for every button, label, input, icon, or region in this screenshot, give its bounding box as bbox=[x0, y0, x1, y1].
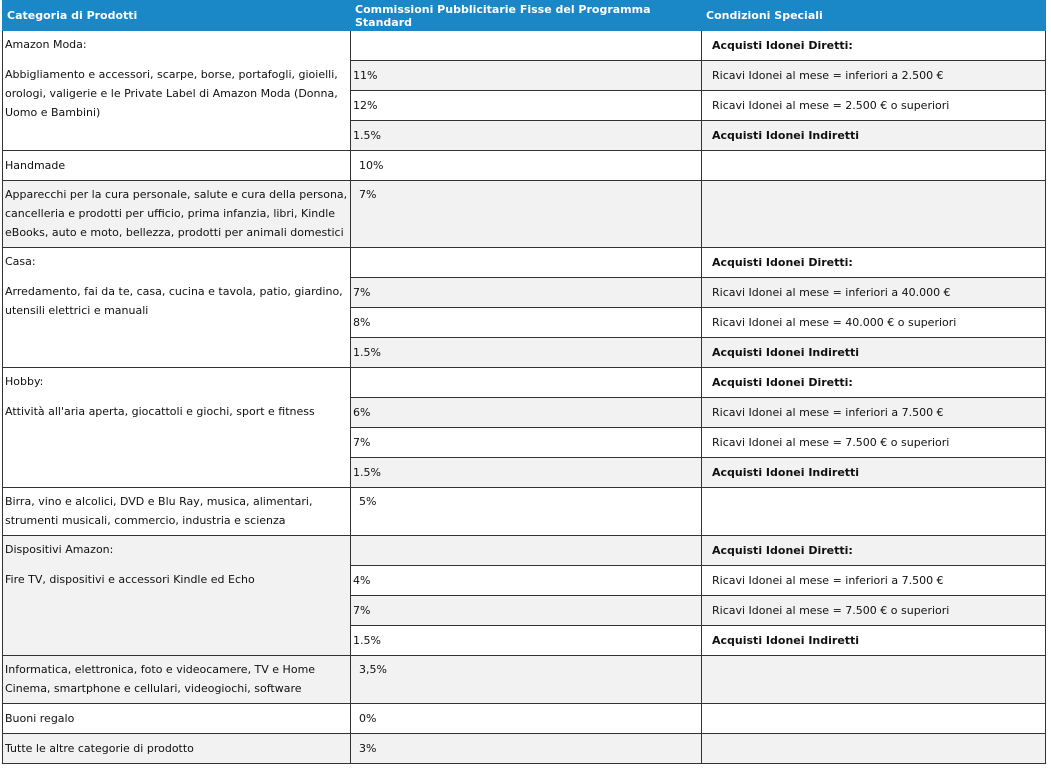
condition-cell: Acquisti Idonei Diretti: bbox=[702, 536, 1046, 566]
condition-cell: Acquisti Idonei Indiretti bbox=[702, 458, 1046, 488]
category-cell-casa bbox=[3, 248, 351, 368]
rate-cell bbox=[351, 536, 702, 566]
category-description: Arredamento, fai da te, casa, cucina e tavola, patio, giardino, utensili elettrici e manuali bbox=[5, 285, 343, 317]
category-title: Hobby: bbox=[5, 375, 44, 388]
category-title: Amazon Moda: bbox=[5, 38, 87, 51]
table-row bbox=[3, 734, 1046, 764]
condition-cell bbox=[702, 656, 1046, 704]
condition-cell: Ricavi Idonei al mese = inferiori a 2.500 € bbox=[702, 61, 1046, 91]
category-cell-dispositivi bbox=[3, 536, 351, 656]
condition-cell bbox=[702, 734, 1046, 764]
category-title: Casa: bbox=[5, 255, 36, 268]
table-row bbox=[3, 488, 1046, 536]
condition-cell: Acquisti Idonei Indiretti bbox=[702, 626, 1046, 656]
category-cell-hobby bbox=[3, 368, 351, 488]
rate-cell: 11% bbox=[351, 61, 702, 91]
condition-cell: Acquisti Idonei Indiretti bbox=[702, 121, 1046, 151]
rate-cell: 1.5% bbox=[351, 338, 702, 368]
category-title: Dispositivi Amazon: bbox=[5, 543, 114, 556]
table-row bbox=[3, 536, 1046, 566]
condition-cell: Acquisti Idonei Indiretti bbox=[702, 338, 1046, 368]
category-description: Attività all'aria aperta, giocattoli e giochi, sport e fitness bbox=[5, 405, 315, 418]
category-cell-moda bbox=[3, 31, 351, 151]
condition-cell: Ricavi Idonei al mese = 7.500 € o superiori bbox=[702, 428, 1046, 458]
category-cell-birra: Birra, vino e alcolici, DVD e Blu Ray, musica, alimentari, strumenti musicali, commercio, industria e scienza bbox=[3, 488, 351, 536]
condition-cell: Ricavi Idonei al mese = inferiori a 7.500 € bbox=[702, 566, 1046, 596]
table-row bbox=[3, 31, 1046, 61]
condition-cell: Ricavi Idonei al mese = 2.500 € o superiori bbox=[702, 91, 1046, 121]
category-description: Abbigliamento e accessori, scarpe, borse, portafogli, gioielli, orologi, valigerie e le Private Label di Amazon Moda (Donna, Uomo e Bambini) bbox=[5, 68, 338, 119]
header-conditions: Condizioni Speciali bbox=[702, 1, 1046, 31]
condition-cell: Ricavi Idonei al mese = inferiori a 7.500 € bbox=[702, 398, 1046, 428]
rate-cell: 3% bbox=[351, 734, 702, 764]
table-row bbox=[3, 704, 1046, 734]
table-row bbox=[3, 656, 1046, 704]
rate-cell: 7% bbox=[351, 428, 702, 458]
rate-cell: 8% bbox=[351, 308, 702, 338]
rate-cell: 1.5% bbox=[351, 626, 702, 656]
rate-cell: 7% bbox=[351, 596, 702, 626]
rate-cell: 10% bbox=[351, 151, 702, 181]
condition-cell bbox=[702, 181, 1046, 248]
commission-table bbox=[2, 0, 1046, 764]
header-commission: Commissioni Pubblicitarie Fisse del Programma Standard bbox=[351, 1, 702, 31]
condition-cell bbox=[702, 151, 1046, 181]
condition-cell bbox=[702, 704, 1046, 734]
rate-cell: 4% bbox=[351, 566, 702, 596]
category-cell-informatica: Informatica, elettronica, foto e videocamere, TV e Home Cinema, smartphone e cellulari, videogiochi, software bbox=[3, 656, 351, 704]
category-cell-personale: Apparecchi per la cura personale, salute e cura della persona, cancelleria e prodotti per ufficio, prima infanzia, libri, Kindle eBooks, auto e moto, bellezza, prodotti per animali domestici bbox=[3, 181, 351, 248]
rate-cell: 1.5% bbox=[351, 121, 702, 151]
category-cell-altre: Tutte le altre categorie di prodotto bbox=[3, 734, 351, 764]
condition-cell: Acquisti Idonei Diretti: bbox=[702, 368, 1046, 398]
table-row bbox=[3, 248, 1046, 278]
category-description: Fire TV, dispositivi e accessori Kindle ed Echo bbox=[5, 573, 255, 586]
condition-cell: Acquisti Idonei Diretti: bbox=[702, 248, 1046, 278]
category-cell-handmade: Handmade bbox=[3, 151, 351, 181]
rate-cell: 7% bbox=[351, 181, 702, 248]
rate-cell bbox=[351, 368, 702, 398]
rate-cell bbox=[351, 248, 702, 278]
table-row bbox=[3, 181, 1046, 248]
condition-cell: Ricavi Idonei al mese = inferiori a 40.000 € bbox=[702, 278, 1046, 308]
rate-cell bbox=[351, 31, 702, 61]
table-header-row bbox=[3, 1, 1046, 31]
table-row bbox=[3, 368, 1046, 398]
rate-cell: 5% bbox=[351, 488, 702, 536]
rate-cell: 0% bbox=[351, 704, 702, 734]
condition-cell: Acquisti Idonei Diretti: bbox=[702, 31, 1046, 61]
rate-cell: 1.5% bbox=[351, 458, 702, 488]
condition-cell bbox=[702, 488, 1046, 536]
table-row bbox=[3, 151, 1046, 181]
rate-cell: 12% bbox=[351, 91, 702, 121]
category-cell-buoni: Buoni regalo bbox=[3, 704, 351, 734]
condition-cell: Ricavi Idonei al mese = 40.000 € o superiori bbox=[702, 308, 1046, 338]
rate-cell: 3,5% bbox=[351, 656, 702, 704]
header-category: Categoria di Prodotti bbox=[3, 1, 351, 31]
rate-cell: 6% bbox=[351, 398, 702, 428]
rate-cell: 7% bbox=[351, 278, 702, 308]
condition-cell: Ricavi Idonei al mese = 7.500 € o superiori bbox=[702, 596, 1046, 626]
